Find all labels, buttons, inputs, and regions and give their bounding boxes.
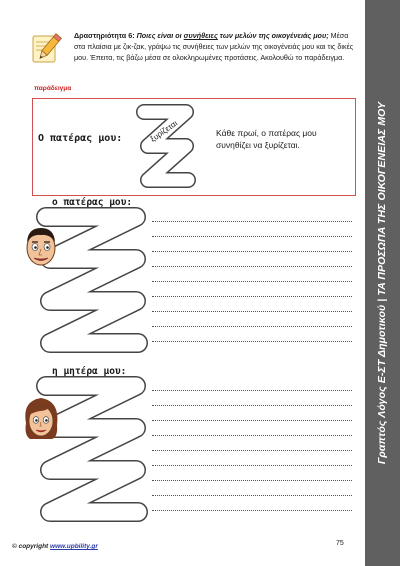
writing-line[interactable] bbox=[152, 327, 352, 342]
writing-line[interactable] bbox=[152, 481, 352, 496]
question-part-1: Ποιες είναι οι bbox=[136, 31, 184, 40]
question-underlined-word: συνήθειες bbox=[183, 31, 218, 40]
writing-line[interactable] bbox=[152, 282, 352, 297]
sidebar-title-wrap bbox=[365, 0, 400, 566]
example-person-label: Ο πατέρας μου: bbox=[38, 133, 123, 144]
father-face-icon bbox=[20, 222, 60, 270]
writing-line[interactable] bbox=[152, 222, 352, 237]
section-mother-label: η μητέρα μου: bbox=[52, 366, 127, 377]
copyright-prefix: © copyright bbox=[12, 543, 51, 550]
writing-line[interactable] bbox=[152, 436, 352, 451]
writing-line[interactable] bbox=[152, 312, 352, 327]
writing-line[interactable] bbox=[152, 207, 352, 222]
writing-line[interactable] bbox=[152, 267, 352, 282]
example-zigzag-frame bbox=[132, 100, 198, 192]
writing-line[interactable] bbox=[152, 237, 352, 252]
activity-instructions bbox=[74, 30, 359, 63]
mother-face-icon bbox=[20, 393, 62, 445]
writing-line[interactable] bbox=[152, 376, 352, 391]
writing-line[interactable] bbox=[152, 496, 352, 511]
instructions-text: Μέσα στα πλαίσια με ζικ-ζακ, γράψω τις συνήθειες των μελών της οικογένειάς μου και τις δικές μου. Έπειτα, τις βάζω μέσα σε ολοκληρωμένες προτάσεις. Ακολουθώ το παράδειγμα. bbox=[74, 31, 354, 62]
section-father-label: ο πατέρας μου: bbox=[52, 197, 133, 208]
pencil-paper-icon bbox=[30, 30, 62, 66]
writing-line[interactable] bbox=[152, 406, 352, 421]
activity-label: Δραστηριότητα 6: bbox=[74, 31, 135, 40]
writing-line[interactable] bbox=[152, 252, 352, 267]
writing-line[interactable] bbox=[152, 451, 352, 466]
sidebar-title: Γραπτός Λόγος Ε-ΣΤ Δημοτικού | ΤΑ ΠΡΟΣΩΠΑ ΤΗΣ ΟΙΚΟΓΕΝΕΙΑΣ ΜΟΥ bbox=[376, 101, 389, 465]
page-number: 75 bbox=[336, 540, 344, 547]
example-label: παράδειγμα bbox=[34, 85, 72, 92]
copyright-link[interactable]: www.upbility.gr bbox=[50, 543, 98, 550]
writing-line[interactable] bbox=[152, 297, 352, 312]
writing-line[interactable] bbox=[152, 391, 352, 406]
example-sentence: Κάθε πρωί, ο πατέρας μου συνηθίζει να ξυρίζεται. bbox=[216, 128, 317, 150]
writing-line[interactable] bbox=[152, 466, 352, 481]
question-part-2: των μελών της οικογένειάς μου; bbox=[217, 31, 329, 40]
father-writing-lines[interactable] bbox=[152, 207, 352, 342]
copyright-notice bbox=[12, 543, 98, 550]
mother-writing-lines[interactable] bbox=[152, 376, 352, 511]
example-habit-word: ξυρίζεται bbox=[148, 118, 180, 144]
activity-question bbox=[137, 31, 329, 40]
writing-line[interactable] bbox=[152, 421, 352, 436]
